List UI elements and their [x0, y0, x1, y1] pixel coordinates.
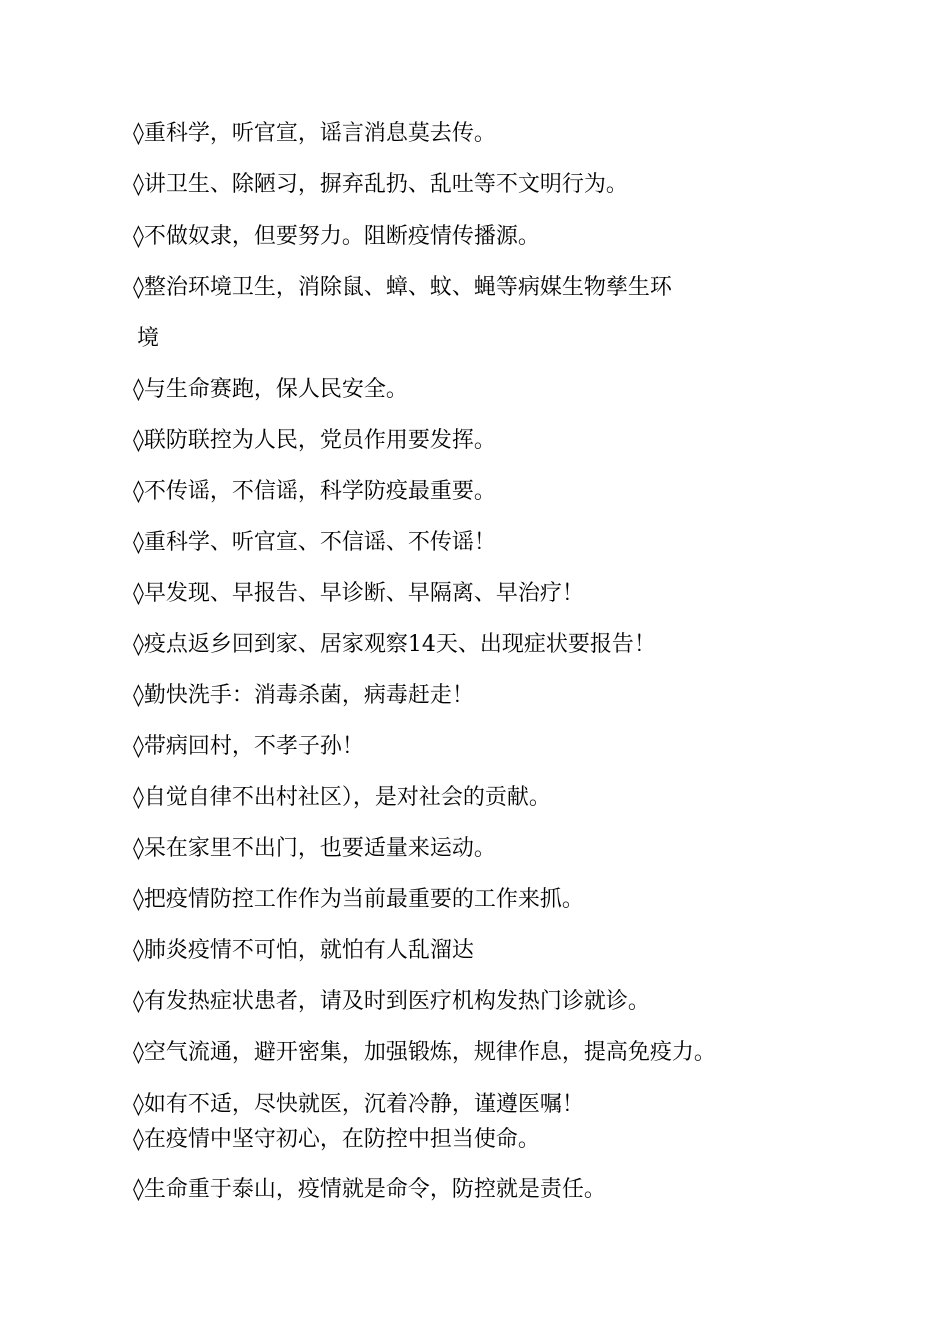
slogan-line: ◊重科学，听官宣，谣言消息莫去传。: [133, 121, 496, 146]
slogan-line: ◊空气流通，避开密集，加强锻炼，规律作息，提高免疫力。: [133, 1040, 716, 1065]
slogan-line: ◊自觉自律不出村社区），是对社会的贡献。: [133, 785, 551, 810]
slogan-line: ◊带病回村，不孝子孙！: [133, 734, 364, 759]
slogan-line: ◊联防联控为人民，党员作用要发挥。: [133, 428, 496, 453]
slogan-line: ◊疫点返乡回到家、居家观察14天、出现症状要报告！: [133, 632, 656, 657]
slogan-line: ◊早发现、早报告、早诊断、早隔离、早治疗！: [133, 581, 584, 606]
slogan-line: ◊如有不适，尽快就医，沉着冷静，谨遵医嘱！: [133, 1092, 584, 1117]
slogan-line: ◊生命重于泰山，疫情就是命令，防控就是责任。: [133, 1177, 606, 1202]
slogan-line: ◊讲卫生、除陋习，摒弃乱扔、乱吐等不文明行为。: [133, 172, 628, 197]
slogan-line: ◊呆在家里不出门，也要适量来运动。: [133, 836, 496, 861]
slogan-line: ◊勤快洗手：消毒杀菌，病毒赶走！: [133, 683, 474, 708]
slogan-line: ◊不做奴隶，但要努力。阻断疫情传播源。: [133, 224, 540, 249]
slogan-line: ◊不传谣，不信谣，科学防疫最重要。: [133, 479, 496, 504]
slogan-line: ◊重科学、听官宣、不信谣、不传谣！: [133, 530, 496, 555]
slogan-line: ◊有发热症状患者，请及时到医疗机构发热门诊就诊。: [133, 989, 650, 1014]
slogan-line: ◊把疫情防控工作作为当前最重要的工作来抓。: [133, 887, 584, 912]
slogan-line: ◊肺炎疫情不可怕，就怕有人乱溜达: [133, 938, 474, 963]
slogan-line: ◊整治环境卫生，消除鼠、蟑、蚊、蝇等病媒生物孳生环: [133, 275, 672, 300]
slogan-line: ◊与生命赛跑，保人民安全。: [133, 377, 408, 402]
slogan-line: ◊在疫情中坚守初心，在防控中担当使命。: [133, 1127, 540, 1152]
slogan-line-continuation: 境: [137, 326, 160, 351]
